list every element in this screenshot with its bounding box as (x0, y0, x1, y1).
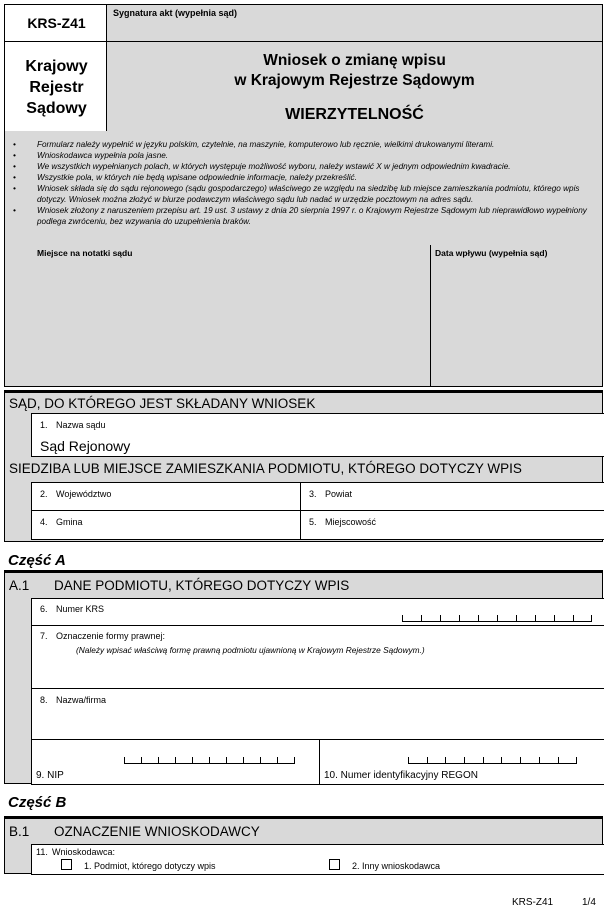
field-label: Powiat (325, 489, 353, 499)
field-label: Oznaczenie formy prawnej: (56, 631, 166, 641)
section-number: A.1 (9, 578, 30, 593)
part-b-title: Część B (8, 794, 67, 811)
footer-form-code: KRS-Z41 (512, 897, 554, 908)
court-section (4, 390, 603, 542)
instruction-item: • Formularz należy wypełnić w języku polskim, czytelnie, na maszynie, komputerowo lub ręcznie, wielkimi drukowanymi literami. (13, 140, 495, 149)
instruction-item: • Wszystkie pola, w których nie będą wpisane odpowiednie informacje, należy przekreślić. (13, 173, 357, 182)
section-title: DANE PODMIOTU, KTÓREGO DOTYCZY WPIS (54, 578, 350, 593)
form-subtitle: WIERZYTELNOŚĆ (285, 106, 424, 123)
signature-label: Sygnatura akt (wypełnia sąd) (113, 8, 238, 18)
court-name-line1: Krajowy (25, 58, 88, 75)
field-label: Nazwa/firma (56, 695, 107, 705)
applicant-option-2-checkbox[interactable] (329, 859, 340, 870)
field-number: 5. (309, 517, 317, 527)
title-line1: Wniosek o zmianę wpisu (263, 52, 446, 69)
instructions-box (4, 131, 603, 246)
part-a-section (4, 570, 603, 784)
applicant-option-1-checkbox[interactable] (61, 859, 72, 870)
court-logo-box (4, 41, 107, 132)
applicant-option-2-label: 2. Inny wnioskodawca (352, 861, 441, 871)
section-title: OZNACZENIE WNIOSKODAWCY (54, 824, 260, 839)
field-label: Nazwa sądu (56, 420, 106, 430)
field-label: Gmina (56, 517, 83, 527)
form-code: KRS-Z41 (27, 15, 86, 31)
instruction-item: • We wszystkich wypełnianych polach, w których występuje możliwość wyboru, należy wstawić X w jednym odpowiednim kwadracie. (13, 162, 511, 171)
locality-field[interactable] (300, 510, 604, 540)
applicant-option-1-label: 1. Podmiot, którego dotyczy wpis (84, 861, 216, 871)
court-notes-label: Miejsce na notatki sądu (37, 248, 133, 258)
regon-digit-boxes[interactable] (408, 753, 577, 764)
nip-digit-boxes[interactable] (124, 753, 295, 764)
instruction-item: • Wniosek złożony z naruszeniem przepisu art. 19 ust. 3 ustawy z dnia 20 sierpnia 1997 r. o Krajowym Rejestrze Sądowym lub nieprawidłowo wypełniony podlega zwróceniu, bez wzywania do uzupełnienia braków. (13, 206, 587, 226)
applicant-field[interactable] (31, 844, 604, 875)
regon-label: 10. Numer identyfikacyjny REGON (324, 770, 478, 781)
nip-field[interactable] (31, 739, 320, 785)
receipt-date-box (430, 245, 603, 387)
court-notes-box (4, 245, 431, 387)
field-number: 6. (40, 604, 48, 614)
instruction-item: • Wnioskodawca wypełnia pola jasne. (13, 151, 169, 160)
form-code-box (4, 4, 107, 42)
field-label: Numer KRS (56, 604, 105, 614)
part-a-title: Część A (8, 552, 66, 569)
title-line2: w Krajowym Rejestrze Sądowym (234, 72, 475, 89)
instructions-list (9, 139, 594, 227)
krs-number-field[interactable] (31, 598, 604, 626)
krs-digit-boxes[interactable] (402, 611, 592, 622)
court-section-heading: SĄD, DO KTÓREGO JEST SKŁADANY WNIOSEK (9, 396, 316, 411)
field-number: 8. (40, 695, 48, 705)
part-b-section (4, 816, 603, 874)
field-number: 1. (40, 420, 48, 430)
field-number: 7. (40, 631, 48, 641)
legal-form-field[interactable] (31, 625, 604, 689)
voivodeship-field[interactable] (31, 482, 301, 511)
field-number: 11. (36, 847, 48, 857)
company-name-field[interactable] (31, 688, 604, 740)
field-number: 4. (40, 517, 48, 527)
court-name-field[interactable] (31, 413, 604, 457)
instruction-item: • Wniosek składa się do sądu rejonowego (sądu gospodarczego) właściwego ze względu na siedzibę lub miejsce zamieszkania podmiotu, którego wpis dotyczy. Wniosek można złożyć w biurze podawczym właściwego sądu lub nadać w urzędzie pocztowym na adres sądu. (13, 184, 580, 204)
section-number: B.1 (9, 824, 30, 839)
field-number: 3. (309, 489, 317, 499)
nip-label: 9. NIP (36, 770, 64, 781)
field-number: 2. (40, 489, 48, 499)
field-label: Miejscowość (325, 517, 377, 527)
regon-field[interactable] (319, 739, 604, 785)
footer-page-number: 1/4 (582, 897, 596, 908)
municipality-field[interactable] (31, 510, 301, 540)
court-name-line2: Rejestr (29, 79, 84, 96)
legal-form-hint: (Należy wpisać właściwą formę prawną podmiotu ujawnioną w Krajowym Rejestrze Sądowym.) (76, 645, 425, 655)
court-name-value: Sąd Rejonowy (40, 438, 131, 454)
field-label: Województwo (56, 489, 112, 499)
signature-box (106, 4, 603, 42)
court-name-line3: Sądowy (26, 100, 87, 117)
field-label: Wnioskodawca: (52, 847, 116, 857)
receipt-date-label: Data wpływu (wypełnia sąd) (435, 248, 548, 258)
district-field[interactable] (300, 482, 604, 511)
title-box (106, 41, 603, 132)
seat-section-heading: SIEDZIBA LUB MIEJSCE ZAMIESZKANIA PODMIOTU, KTÓREGO DOTYCZY WPIS (9, 461, 522, 476)
